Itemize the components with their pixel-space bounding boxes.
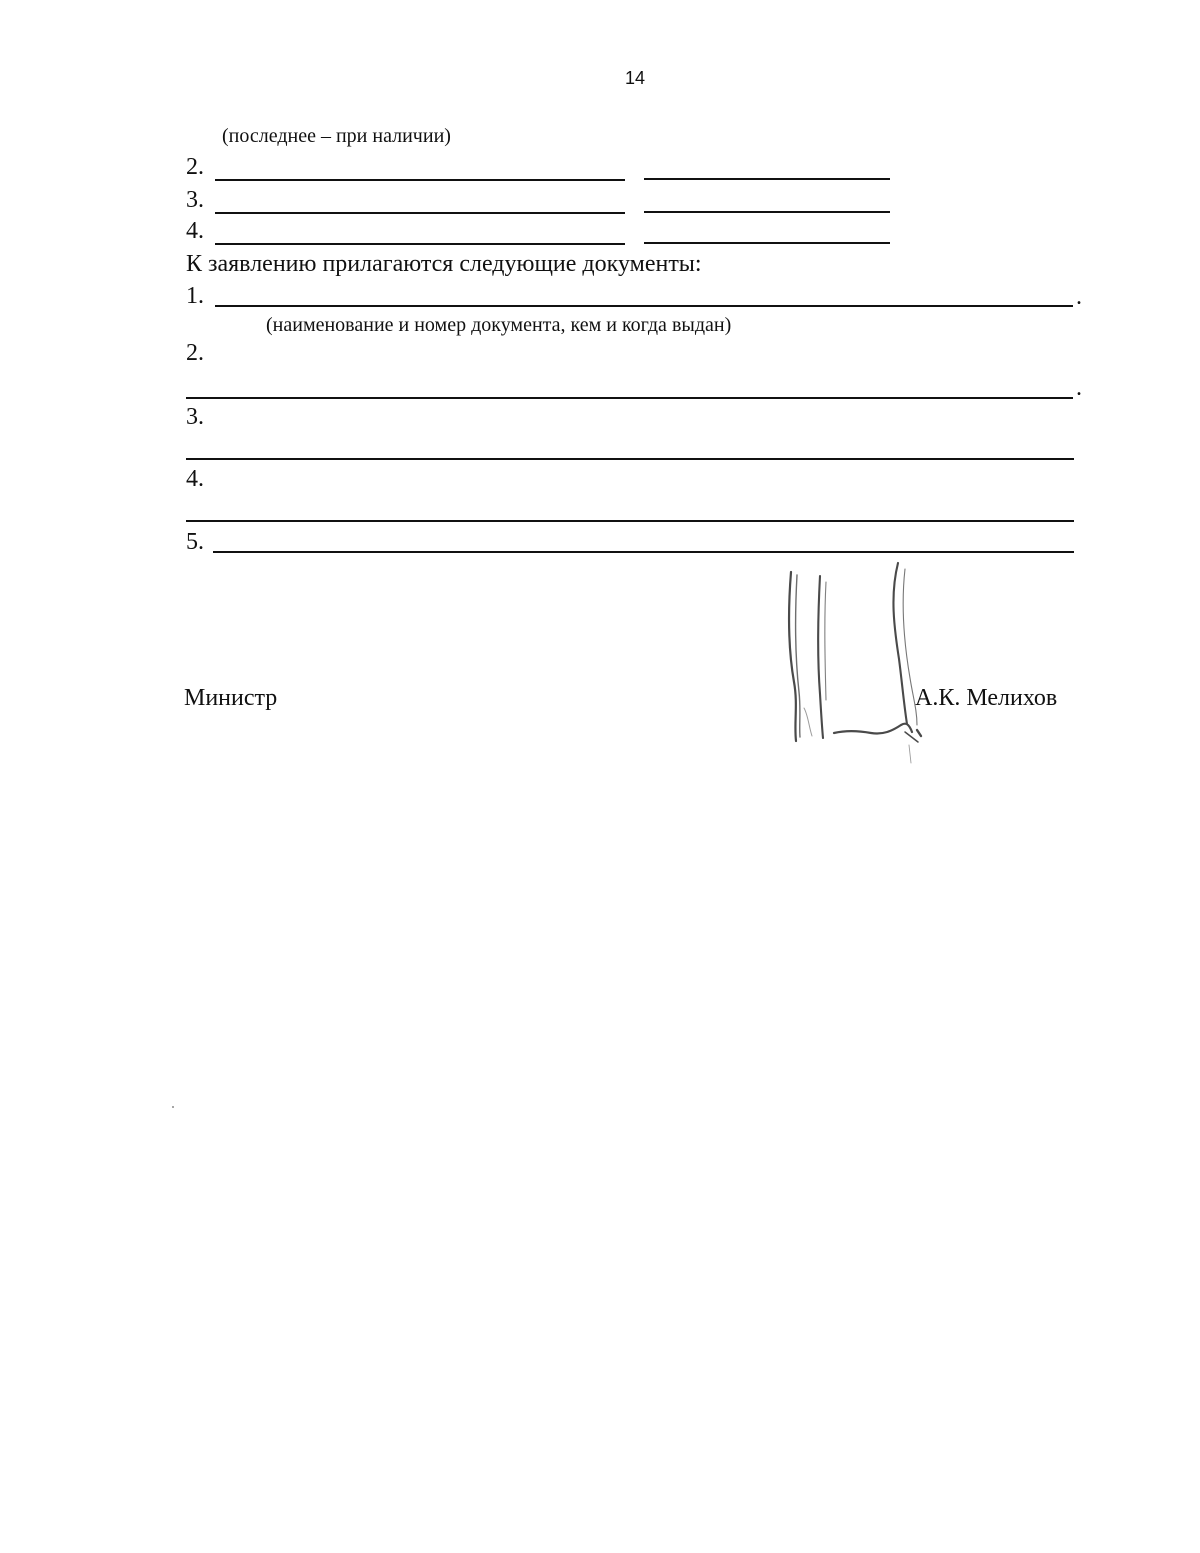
top-note: (последнее – при наличии) [222,125,451,147]
owner-row-4-value-line [644,242,890,244]
handwritten-signature-icon [770,560,940,780]
page-number: 14 [624,68,646,88]
owner-row-2-label: 2. [186,154,204,180]
signatory-name: А.К. Мелихов [915,685,1058,711]
owner-row-2-name-line [215,179,625,181]
attachment-caption: (наименование и номер документа, кем и когда выдан) [266,314,732,336]
attachment-item-4-label: 4. [186,466,204,492]
attachment-item-1-label: 1. [186,283,204,309]
attachment-item-2-line [186,397,1073,399]
owner-row-3-name-line [215,212,625,214]
owner-row-4-name-line [215,243,625,245]
attachment-item-4-line [186,520,1074,522]
owner-row-3-label: 3. [186,187,204,213]
attachment-item-3-line [186,458,1074,460]
attachment-item-2-label: 2. [186,340,204,366]
attachment-item-3-label: 3. [186,404,204,430]
attachment-item-2-trailing-dot: . [1076,375,1082,401]
attachment-item-5-label: 5. [186,529,204,555]
owner-row-3-value-line [644,211,890,213]
owner-row-2-value-line [644,178,890,180]
scan-speck [172,1106,174,1108]
attachments-heading: К заявлению прилагаются следующие документы: [186,251,702,277]
attachment-item-5-line [213,551,1074,553]
attachment-item-1-line [215,305,1073,307]
owner-row-4-label: 4. [186,218,204,244]
signatory-position: Министр [184,685,278,711]
attachment-item-1-trailing-dot: . [1076,284,1082,310]
